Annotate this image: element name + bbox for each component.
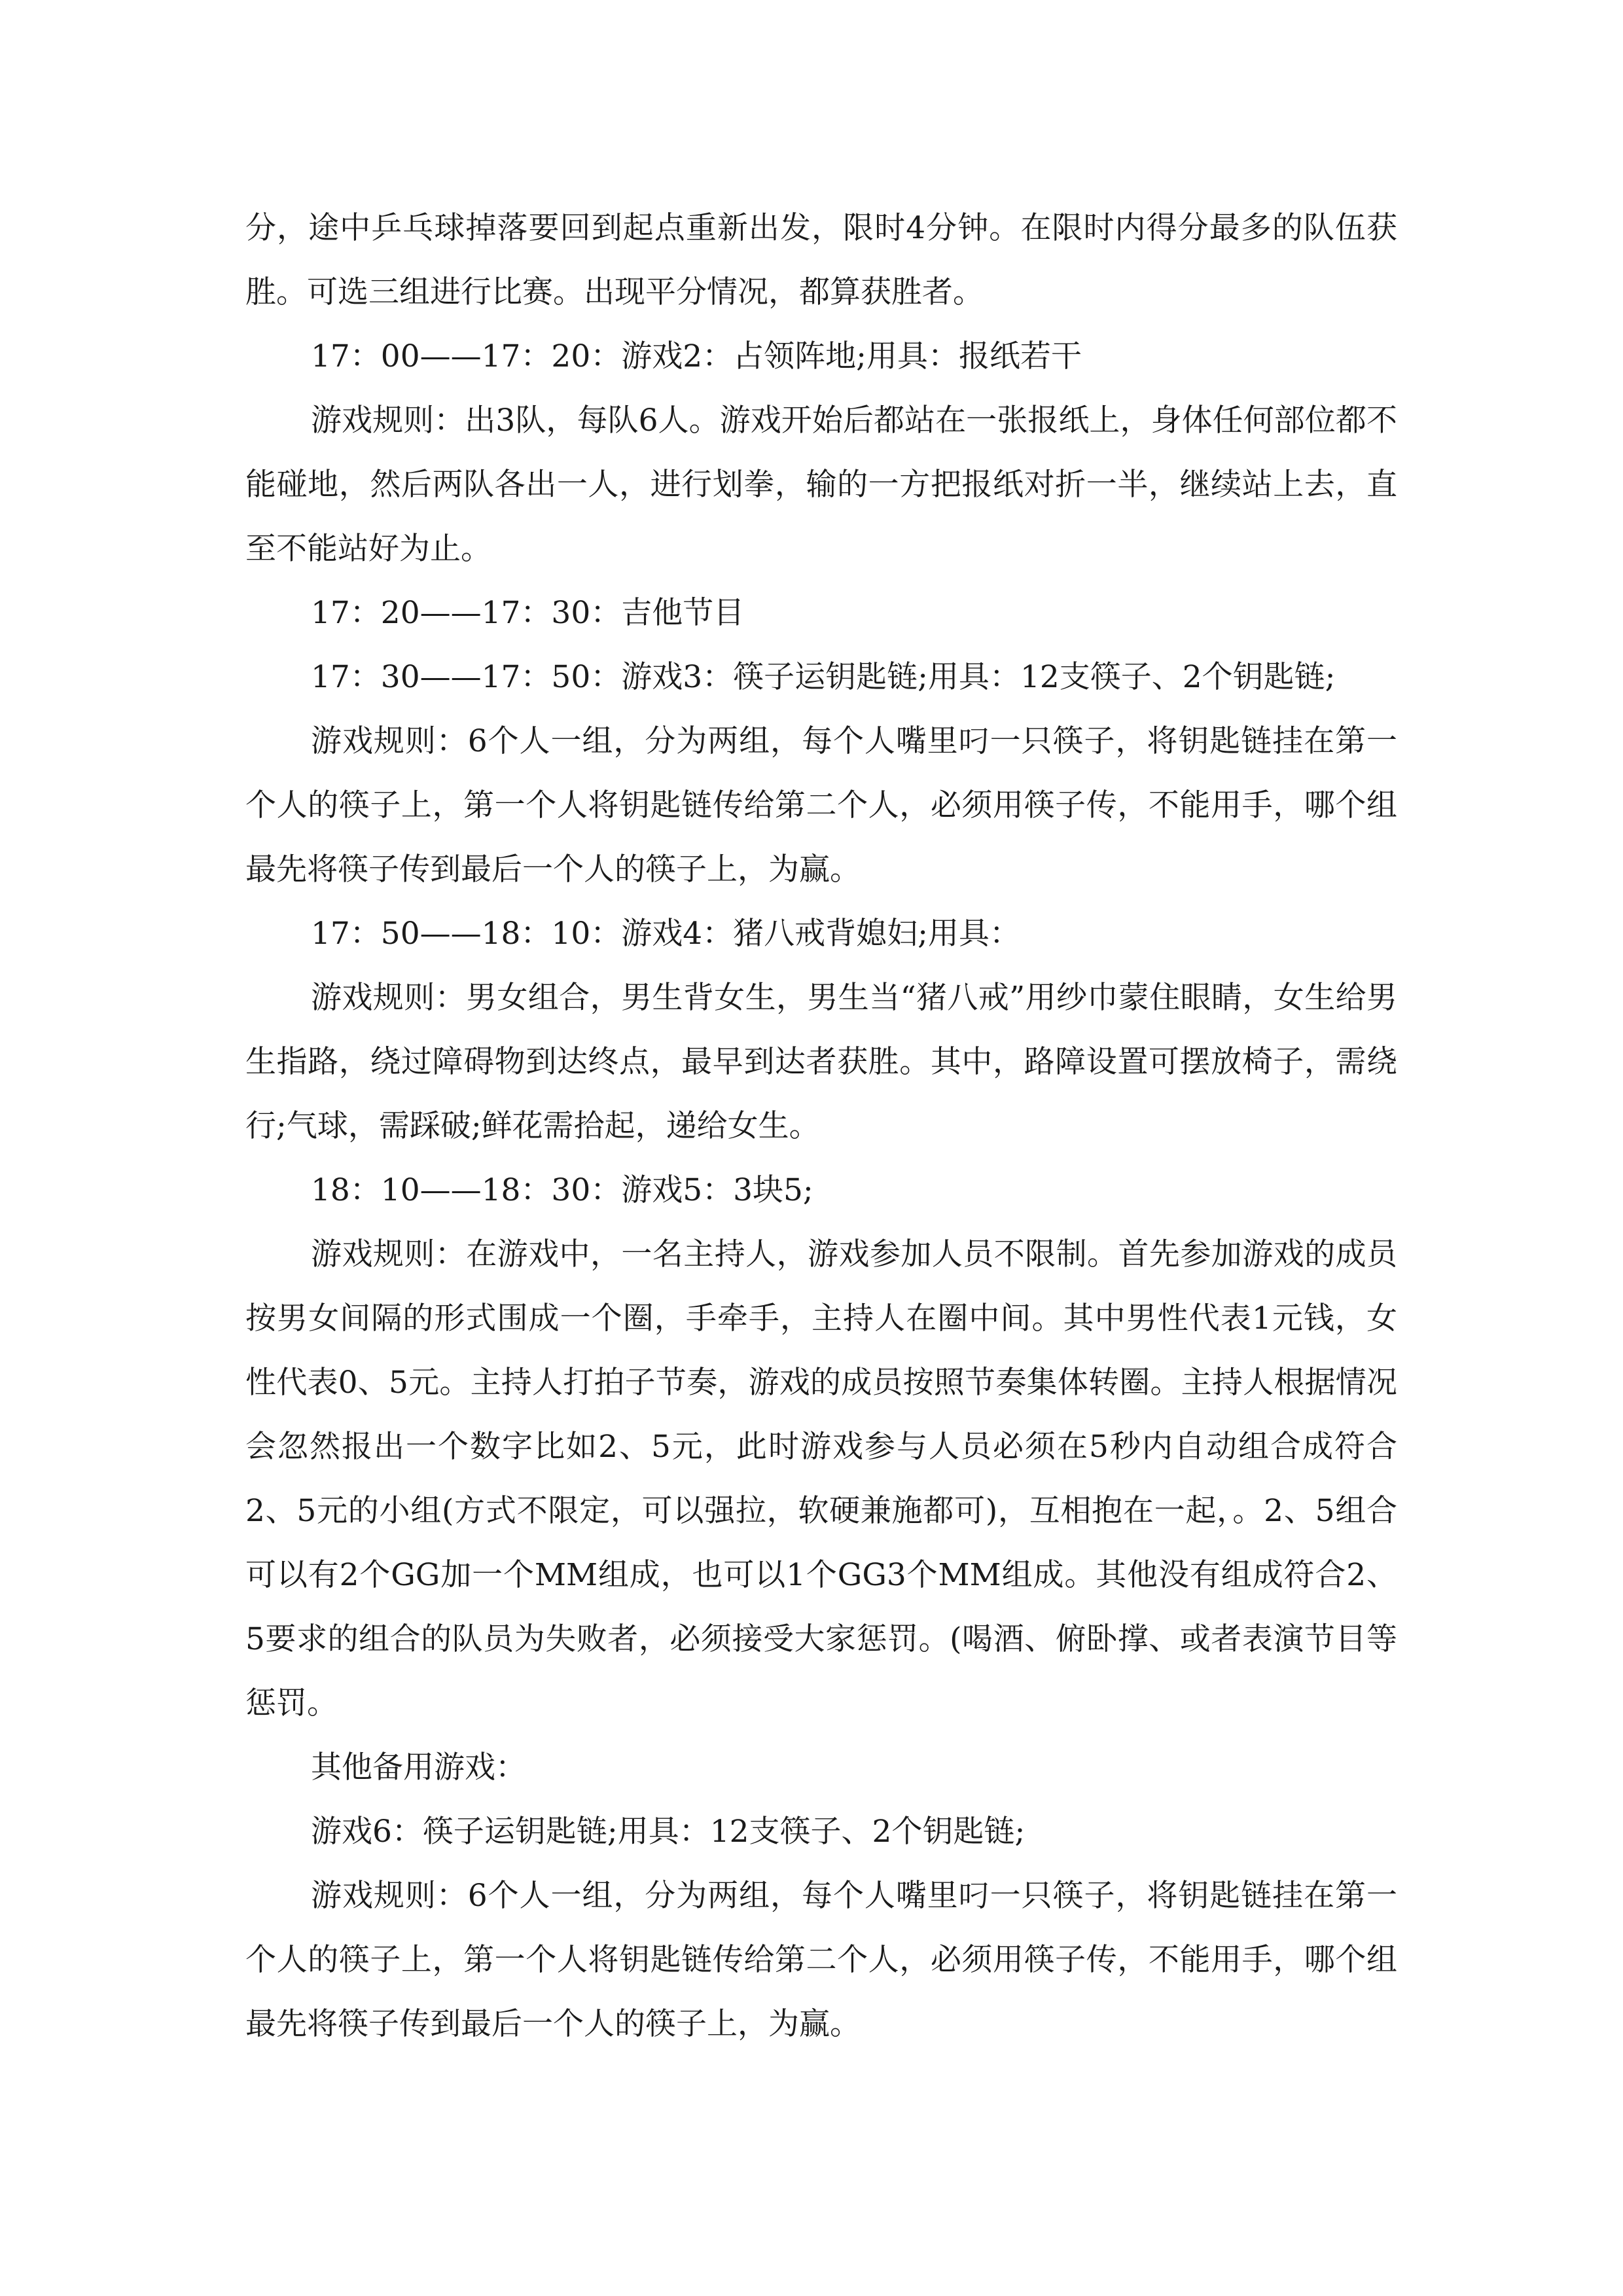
paragraph-game5-schedule: 18：10——18：30：游戏5：3块5;: [311, 1172, 813, 1208]
paragraph-game6-rule: 游戏规则：6个人一组，分为两组，每个人嘴里叼一只筷子，将钥匙链挂在第一个人的筷子上，第一个人将钥匙链传给第二个人，必须用筷子传，不能用手，哪个组最先将筷子传到最后一个人的筷子上，为赢。: [245, 1878, 1397, 2042]
paragraph-game4-schedule: 17：50——18：10：游戏4：猪八戒背媳妇;用具：: [311, 916, 1020, 952]
paragraph-game5-rule: 游戏规则：在游戏中，一名主持人，游戏参加人员不限制。首先参加游戏的成员按男女间隔的形式围成一个圈，手牵手，主持人在圈中间。其中男性代表1元钱，女性代表0、5元。主持人打拍子节奏，游戏的成员按照节奏集体转圈。主持人根据情况会忽然报出一个数字比如2、5元，此时游戏参与人员必须在5秒内自动组合成符合2、5元的小组(方式不限定，可以强拉，软硬兼施都可)，互相抱在一起，。2、5组合可以有2个GG加一个MM组成，也可以1个GG3个MM组成。其他没有组成符合2、5要求的组合的队员为失败者，必须接受大家惩罚。(喝酒、俯卧撑、或者表演节目等惩罚。: [245, 1236, 1397, 1721]
paragraph-backup-games-heading: 其他备用游戏：: [311, 1749, 526, 1785]
paragraph-guitar-schedule: 17：20——17：30：吉他节目: [311, 595, 745, 631]
paragraph-game6-schedule: 游戏6：筷子运钥匙链;用具：12支筷子、2个钥匙链;: [311, 1814, 1026, 1850]
paragraph-game2-rule: 游戏规则：出3队，每队6人。游戏开始后都站在一张报纸上，身体任何部位都不能碰地，然后两队各出一人，进行划拳，输的一方把报纸对折一半，继续站上去，直至不能站好为止。: [245, 403, 1397, 567]
paragraph-game4-rule: 游戏规则：男女组合，男生背女生，男生当“猪八戒”用纱巾蒙住眼睛，女生给男生指路，绕过障碍物到达终点，最早到达者获胜。其中，路障设置可摆放椅子，需绕行;气球，需踩破;鲜花需拾起，递给女生。: [245, 980, 1397, 1144]
paragraph-game3-rule: 游戏规则：6个人一组，分为两组，每个人嘴里叼一只筷子，将钥匙链挂在第一个人的筷子上，第一个人将钥匙链传给第二个人，必须用筷子传，不能用手，哪个组最先将筷子传到最后一个人的筷子上，为赢。: [245, 723, 1397, 888]
paragraph-game3-schedule: 17：30——17：50：游戏3：筷子运钥匙链;用具：12支筷子、2个钥匙链;: [311, 659, 1336, 695]
document-body: [245, 196, 1397, 2056]
paragraph-game1-rule-continued: 分，途中乒乓球掉落要回到起点重新出发，限时4分钟。在限时内得分最多的队伍获胜。可选三组进行比赛。出现平分情况，都算获胜者。: [245, 210, 1397, 310]
paragraph-game2-schedule: 17：00——17：20：游戏2：占领阵地;用具：报纸若干: [311, 338, 1082, 374]
